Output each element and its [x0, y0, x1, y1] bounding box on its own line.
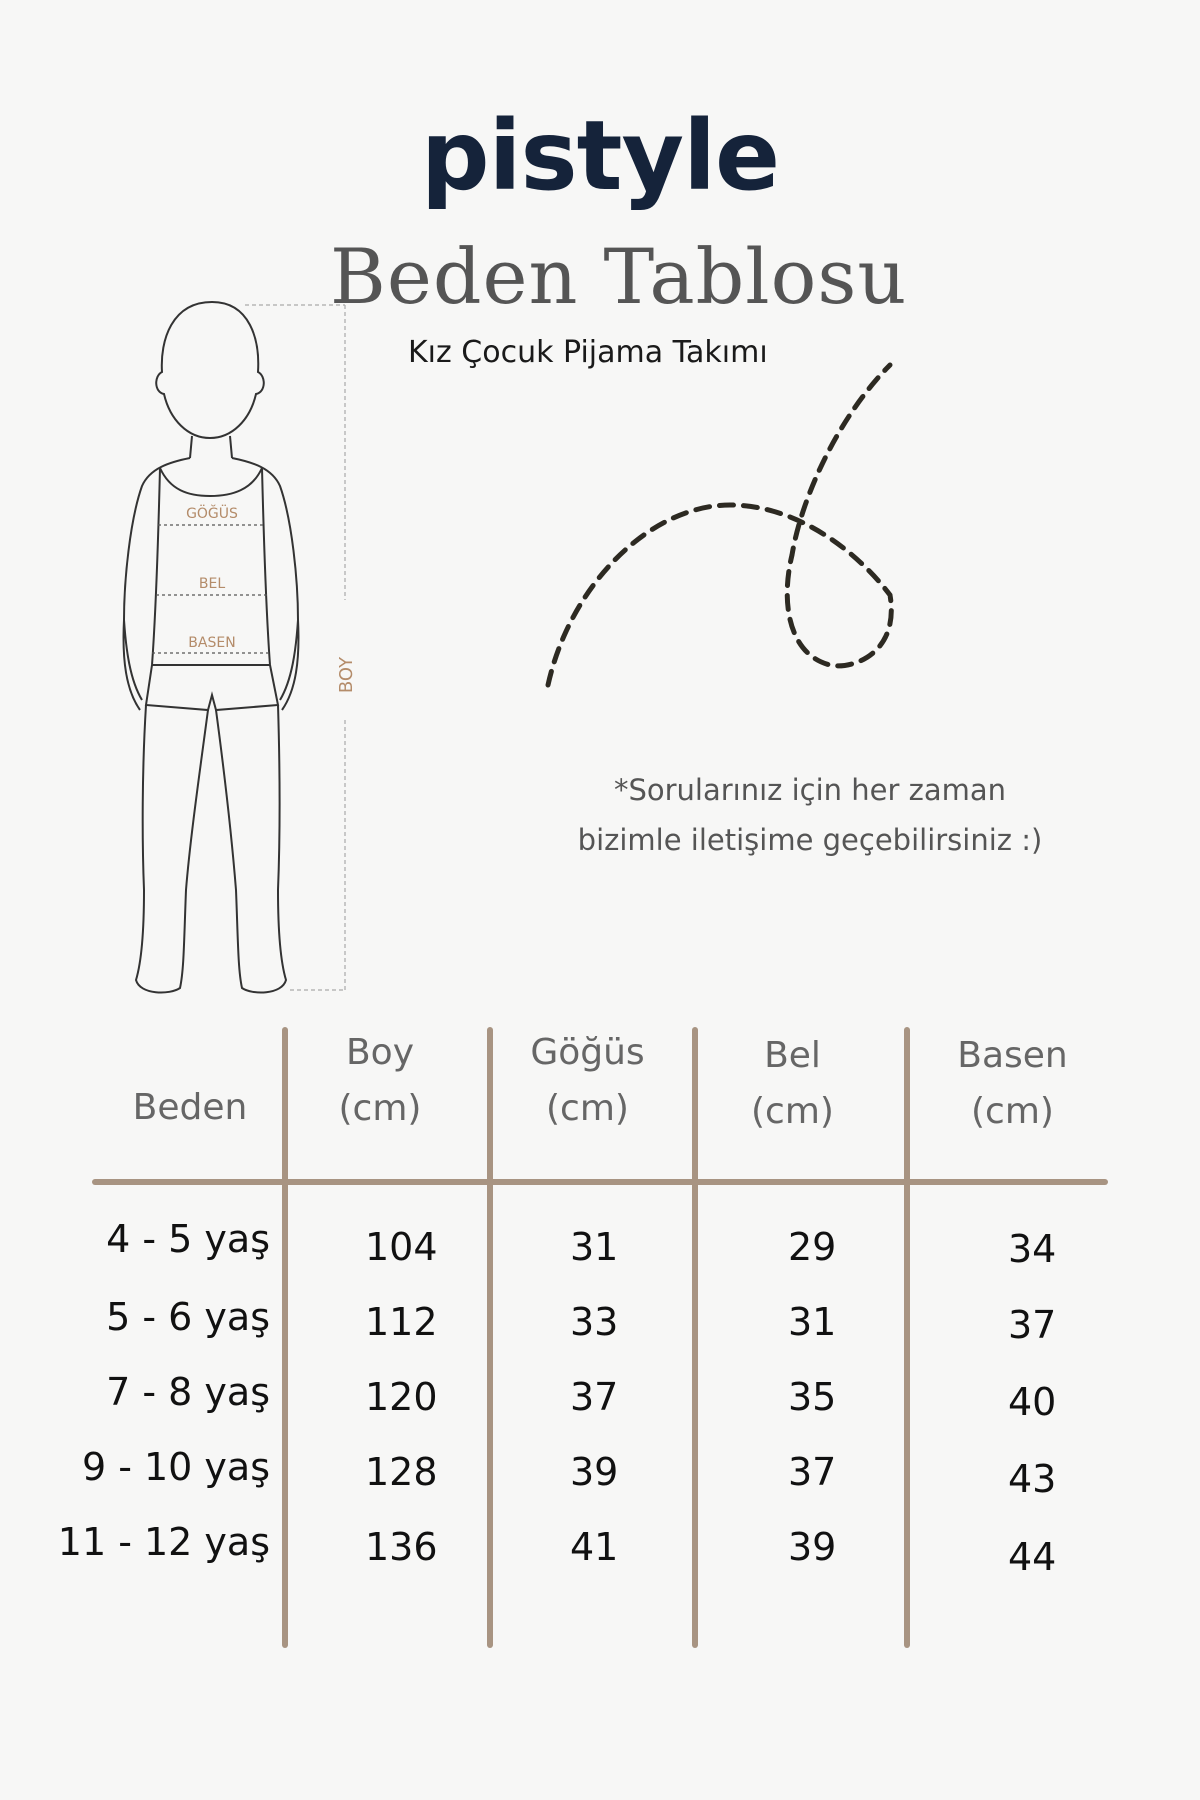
row-2-height: 112 — [365, 1300, 438, 1344]
row-2-hips: 37 — [1008, 1303, 1057, 1347]
height-label: BOY — [336, 656, 357, 694]
row-4-size: 9 - 10 yaş — [81, 1445, 270, 1489]
row-4-waist: 37 — [788, 1450, 837, 1494]
row-3-waist: 35 — [788, 1375, 837, 1419]
brand-logo: pistyle — [420, 100, 780, 212]
row-3-size: 7 - 8 yaş — [106, 1370, 270, 1414]
page-title: Beden Tablosu — [330, 232, 908, 321]
row-1-height: 104 — [365, 1225, 438, 1269]
row-3-hips: 40 — [1008, 1380, 1057, 1424]
row-5-size: 11 - 12 yaş — [57, 1520, 270, 1564]
header-size: Beden — [132, 1087, 248, 1128]
chest-label: GÖĞÜS — [186, 506, 238, 522]
page-subtitle: Kız Çocuk Pijama Takımı — [408, 335, 768, 370]
row-4-chest: 39 — [570, 1450, 619, 1494]
header-height: Boy (cm) — [338, 1032, 422, 1129]
row-1-waist: 29 — [788, 1225, 837, 1269]
row-4-hips: 43 — [1008, 1457, 1057, 1501]
row-4-height: 128 — [365, 1450, 438, 1494]
row-1-size: 4 - 5 yaş — [106, 1217, 270, 1261]
waist-label: BEL — [198, 576, 226, 592]
header-chest: Göğüs (cm) — [530, 1032, 645, 1129]
row-2-chest: 33 — [570, 1300, 619, 1344]
row-5-chest: 41 — [570, 1525, 619, 1569]
note-line-1: *Sorularınız için her zaman — [613, 773, 1007, 807]
hips-label: BASEN — [188, 635, 236, 651]
row-5-hips: 44 — [1008, 1535, 1057, 1579]
row-3-chest: 37 — [570, 1375, 619, 1419]
header-hips: Basen (cm) — [957, 1035, 1068, 1132]
row-5-height: 136 — [365, 1525, 438, 1569]
row-1-hips: 34 — [1008, 1227, 1057, 1271]
note-line-2: bizimle iletişime geçebilirsiniz :) — [577, 823, 1043, 857]
row-5-waist: 39 — [788, 1525, 837, 1569]
row-3-height: 120 — [365, 1375, 438, 1419]
header-waist: Bel (cm) — [751, 1035, 834, 1132]
row-1-chest: 31 — [570, 1225, 619, 1269]
row-2-size: 5 - 6 yaş — [106, 1295, 270, 1339]
row-2-waist: 31 — [788, 1300, 837, 1344]
